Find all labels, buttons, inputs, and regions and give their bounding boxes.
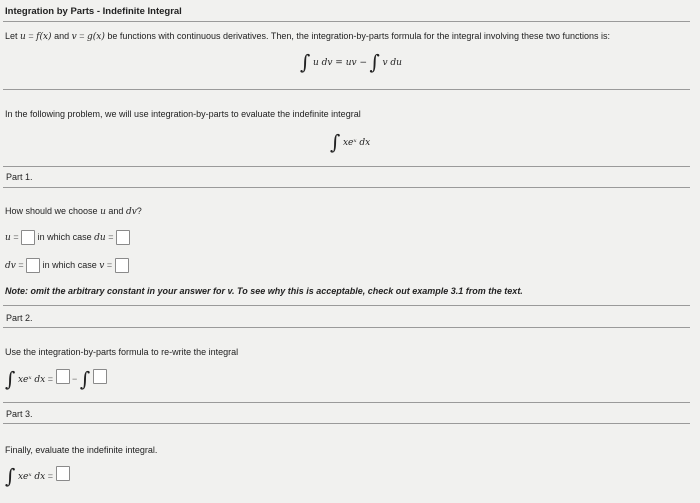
part2-label: Part 2. (6, 313, 33, 323)
part1-row-dv (5, 258, 129, 273)
part2-text: Use the integration-by-parts formula to re-write the integral (5, 347, 239, 357)
intro-v: v (71, 32, 77, 42)
part2-bottom-divider (3, 402, 690, 403)
part1-label: Part 1. (6, 172, 33, 182)
part2-integrand: xeˣ dx (17, 375, 46, 385)
intro-fx: f(x) (36, 32, 52, 42)
integral-sign-2: ∫ (369, 50, 380, 74)
question-start: How should we choose (5, 206, 98, 216)
v-answer-input[interactable] (115, 258, 129, 273)
header-divider (3, 21, 690, 22)
integral-sign-4: ∫ (5, 367, 16, 391)
row2-text: in which case (42, 259, 97, 270)
part3-text: Finally, evaluate the indefinite integral. (5, 445, 158, 455)
ibp-formula (300, 52, 402, 72)
dv-answer-input[interactable] (26, 258, 40, 273)
question-end: ? (136, 206, 142, 216)
intro-divider (3, 89, 690, 90)
part3-label: Part 3. (6, 409, 33, 419)
du-answer-input[interactable] (116, 230, 130, 245)
row2-eq: = (18, 259, 24, 270)
row2-eq2: = (106, 259, 113, 270)
formula-left: u dv = uv − (312, 58, 367, 68)
integral-sign-1: ∫ (300, 50, 311, 74)
row2-var2: v (99, 260, 105, 271)
intro-line (5, 31, 610, 42)
question-dv: dv (125, 207, 137, 217)
part3-eq: = (47, 471, 54, 481)
page-title: Integration by Parts - Indefinite Integral (5, 6, 182, 17)
intro-gx: g(x) (87, 32, 105, 42)
part2-uv-input[interactable] (56, 369, 70, 384)
row1-text: in which case (37, 231, 92, 242)
part2-minus: − (72, 374, 78, 384)
problem-text: In the following problem, we will use integration-by-parts to evaluate the indefinite integral (5, 109, 361, 119)
part3-integrand: xeˣ dx (17, 472, 46, 482)
integral-sign-6: ∫ (5, 464, 16, 488)
problem-integral (330, 132, 370, 152)
part1-bottom-divider (3, 305, 690, 306)
question-u: u (100, 207, 106, 217)
part2-eq: = (47, 374, 54, 384)
integral-sign-3: ∫ (330, 130, 341, 154)
question-and: and (108, 206, 124, 216)
intro-eq-1: = (28, 31, 34, 41)
row1-eq: = (13, 231, 19, 242)
formula-right: v du (382, 58, 402, 68)
part3-answer-input[interactable] (56, 466, 70, 481)
intro-text-start: Let (5, 31, 18, 41)
part2-integral-input[interactable] (93, 369, 107, 384)
intro-text-end: be functions with continuous derivatives. Then, the integration-by-parts formula for the integral involving these two functions is: (107, 31, 610, 41)
part3-formula (5, 466, 70, 486)
intro-and: and (54, 31, 70, 41)
row2-var: dv (5, 260, 16, 271)
row1-eq2: = (108, 231, 114, 242)
intro-eq-2: = (79, 31, 85, 41)
part3-divider (3, 423, 690, 424)
integral-sign-5: ∫ (79, 367, 91, 391)
row1-var2: du (94, 232, 106, 243)
problem-divider (3, 166, 690, 167)
part1-divider (3, 187, 690, 188)
intro-u: u (20, 32, 26, 42)
problem-integrand: xeˣ dx (342, 138, 371, 148)
part2-formula (5, 369, 107, 389)
part1-note: Note: omit the arbitrary constant in your answer for v. To see why this is acceptable, check out example 3.1 from the text. (5, 286, 523, 296)
part1-row-u (5, 230, 130, 245)
row1-var: u (5, 232, 11, 243)
part2-divider (3, 327, 690, 328)
u-answer-input[interactable] (21, 230, 35, 245)
part1-question (5, 206, 142, 217)
